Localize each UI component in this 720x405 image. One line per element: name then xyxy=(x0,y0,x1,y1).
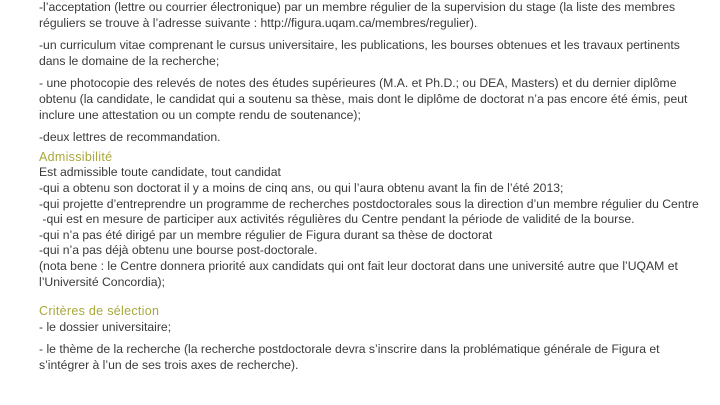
requirement-transcripts: - une photocopie des relevés de notes des études supérieures (M.A. et Ph.D.; ou DEA, Masters) et du dernier diplôme obtenu (la candidate, le candidat qui a soutenu sa thèse, mais dont le diplôme de doctorat n’a pas encore été émis, peut inclure une attestation ou un compte rendu de soutenance); xyxy=(39,76,688,122)
admissibilite-item: -qui a obtenu son doctorat il y a moins de cinq ans, ou qui l’aura obtenu avant la fin de l’été 2013; xyxy=(39,180,564,195)
criteres-item: - le dossier universitaire; xyxy=(39,319,172,334)
requirement-acceptance: -l’acceptation (lettre ou courrier électronique) par un membre régulier de la supervision du stage (la liste des membres réguliers se trouve à l’adresse suivante : http://figura.uqam.ca/membres/regulier). xyxy=(39,0,676,30)
requirement-letters: -deux lettres de recommandation. xyxy=(39,130,221,145)
admissibilite-item: -qui est en mesure de participer aux activités régulières du Centre pendant la période de validité de la bourse. xyxy=(39,212,635,227)
admissibilite-item: -qui n’a pas été dirigé par un membre régulier de Figura durant sa thèse de doctorat xyxy=(39,227,493,242)
requirement-cv: -un curriculum vitae comprenant le cursus universitaire, les publications, les bourses obtenues et les travaux pertinents dans le domaine de la recherche; xyxy=(39,38,680,68)
document-body xyxy=(39,0,699,373)
criteres-item: - le thème de la recherche (la recherche postdoctorale devra s’inscrire dans la problématique générale de Figura et s’intégrer à l’un de ses trois axes de recherche). xyxy=(39,342,660,372)
heading-admissibilite: Admissibilité xyxy=(39,149,113,164)
heading-criteres: Critères de sélection xyxy=(39,304,160,319)
admissibilite-intro: Est admissible toute candidate, tout candidat xyxy=(39,165,281,180)
admissibilite-item: -qui n’a pas déjà obtenu une bourse post-doctorale. xyxy=(39,243,318,258)
admissibilite-note: (nota bene : le Centre donnera priorité aux candidats qui ont fait leur doctorat dans une université autre que l’UQAM et l’Université Concordia); xyxy=(39,258,678,289)
admissibilite-item: -qui projette d’entreprendre un programme de recherches postdoctorales sous la direction d’un membre régulier du Centre xyxy=(39,196,699,211)
